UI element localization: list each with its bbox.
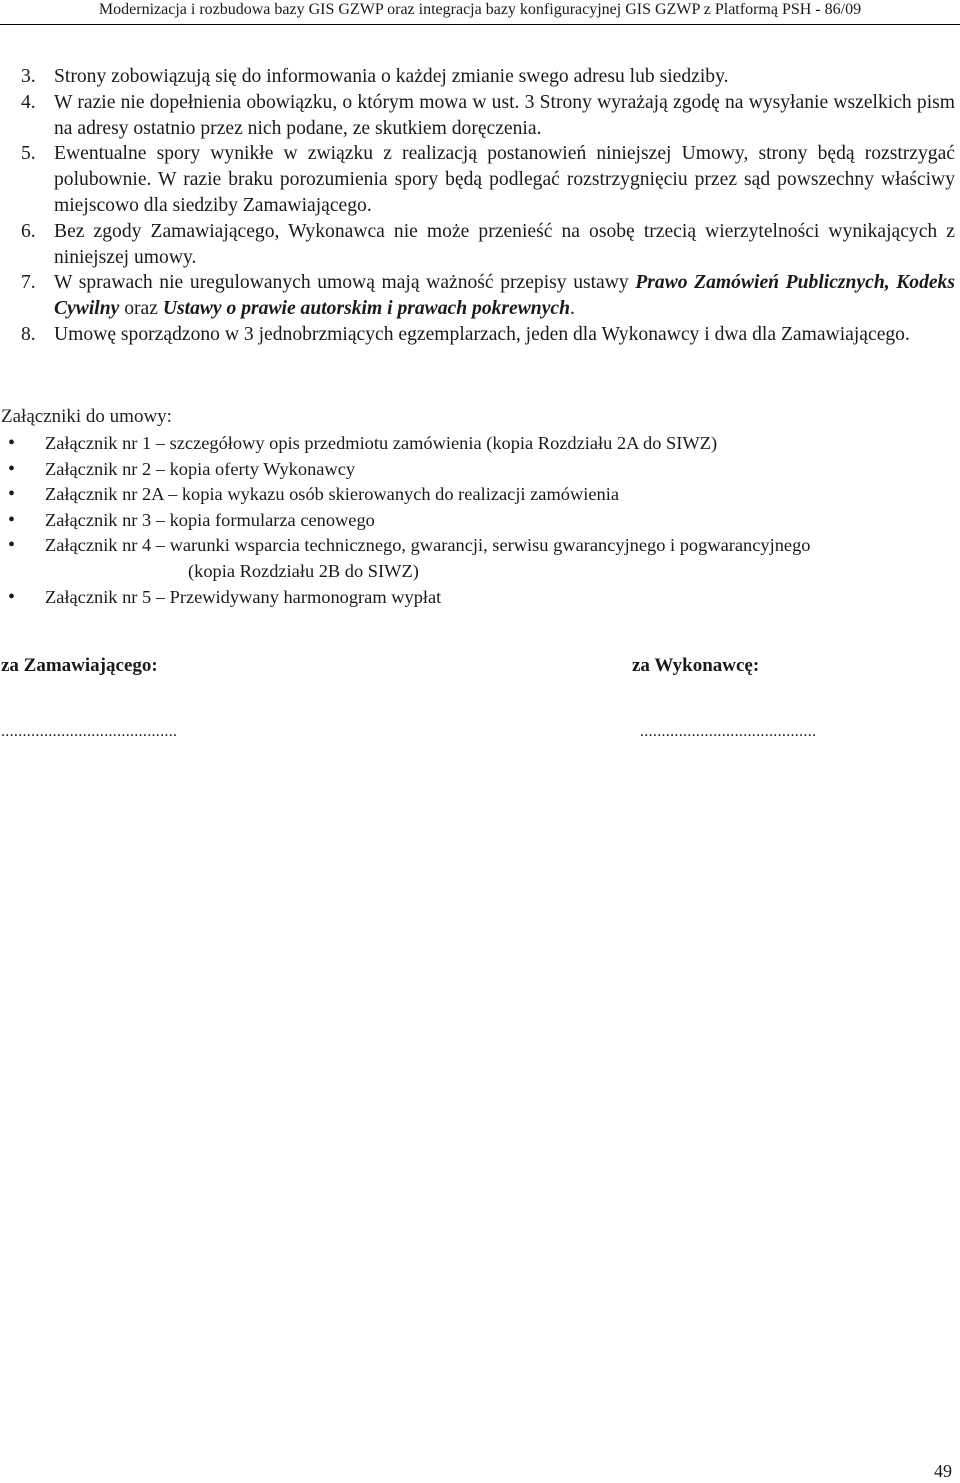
clause-fragment: W sprawach nie uregulowanych umową mają ważność przepisy ustawy xyxy=(54,272,636,294)
signature-line-contractor: ......................................... xyxy=(640,723,817,740)
bullet-icon: • xyxy=(8,508,16,531)
attachment-text: Załącznik nr 1 – szczegółowy opis przedmiotu zamówienia (kopia Rozdziału 2A do SIWZ) xyxy=(45,433,718,453)
clause-number: 4. xyxy=(21,91,36,113)
clause-number: 6. xyxy=(21,220,36,242)
clause-number: 7. xyxy=(21,272,36,294)
clause-item xyxy=(21,64,955,90)
page-header: Modernizacja i rozbudowa bazy GIS GZWP oraz integracja bazy konfiguracyjnej GIS GZWP z Platformą PSH - 86/09 xyxy=(0,0,960,25)
attachment-text: Załącznik nr 2A – kopia wykazu osób skierowanych do realizacji zamówienia xyxy=(45,484,619,505)
bullet-icon: • xyxy=(8,585,16,608)
bullet-icon: • xyxy=(8,483,16,506)
clause-emphasis: Ustawy o prawie autorskim i prawach pokrewnych xyxy=(162,298,570,320)
attachment-text: Załącznik nr 5 – Przewidywany harmonogram wypłat xyxy=(45,586,442,607)
attachment-item xyxy=(0,508,955,534)
signature-line-ordering-party: ......................................... xyxy=(1,723,178,740)
clause-number: 8. xyxy=(21,323,36,345)
clause-item xyxy=(21,90,955,142)
attachment-item xyxy=(0,533,955,584)
clause-text xyxy=(54,141,955,218)
clause-number: 5. xyxy=(21,143,36,165)
clause-fragment: Ewentualne spory wynikłe w związku z realizacją postanowień niniejszej Umowy, strony będą rozstrzygać polubownie. W razie braku porozumienia spory będą podlegać rozstrzygnięciu przez sąd powszechny właściwy miejscowo dla siedziby Zamawiającego. xyxy=(54,143,955,216)
bullet-icon: • xyxy=(8,457,16,480)
attachment-item xyxy=(0,457,955,483)
clause-fragment: W razie nie dopełnienia obowiązku, o którym mowa w ust. 3 Strony wyrażają zgodę na wysyłanie wszelkich pism na adresy ostatnio przez nich podane, ze skutkiem doręczenia. xyxy=(54,91,955,139)
clause-text xyxy=(54,64,955,90)
clause-fragment: . xyxy=(570,298,575,320)
bullet-icon: • xyxy=(8,534,16,557)
clause-number: 3. xyxy=(21,66,36,87)
page-number: 49 xyxy=(934,1461,952,1481)
clause-text xyxy=(54,270,955,322)
attachments-list xyxy=(0,431,955,610)
signature-label-ordering-party: za Zamawiającego: xyxy=(1,655,158,676)
clause-item xyxy=(21,270,955,322)
attachment-item xyxy=(0,585,955,611)
signature-label-contractor: za Wykonawcę: xyxy=(632,655,760,676)
clause-item xyxy=(21,141,955,218)
attachment-text: Załącznik nr 4 – warunki wsparcia technicznego, gwarancji, serwisu gwarancyjnego i pogwarancyjnego xyxy=(45,535,811,556)
attachment-item xyxy=(0,431,955,457)
clause-text xyxy=(54,322,955,348)
attachment-item xyxy=(0,482,955,508)
clause-text xyxy=(54,219,955,271)
numbered-clauses xyxy=(21,64,955,348)
clause-item xyxy=(21,219,955,271)
clause-fragment: Umowę sporządzono w 3 jednobrzmiących egzemplarzach, jeden dla Wykonawcy i dwa dla Zamawiającego. xyxy=(54,323,910,345)
clause-text xyxy=(54,90,955,142)
clause-fragment: oraz xyxy=(119,298,163,320)
clause-emphasis: Prawo Zamówień Publicznych, Kodeks Cywilny xyxy=(54,272,955,320)
attachment-text: Załącznik nr 2 – kopia oferty Wykonawcy xyxy=(45,458,356,479)
clause-fragment: Bez zgody Zamawiającego, Wykonawca nie może przenieść na osobę trzecią wierzytelności wynikających z niniejszej umowy. xyxy=(54,220,955,268)
bullet-icon: • xyxy=(8,432,16,454)
attachment-text: Załącznik nr 3 – kopia formularza cenowego xyxy=(45,509,375,530)
clause-fragment: Strony zobowiązują się do informowania o każdej zmianie swego adresu lub siedziby. xyxy=(54,66,729,87)
attachments-title: Załączniki do umowy: xyxy=(1,406,172,427)
attachment-subtext: (kopia Rozdziału 2B do SIWZ) xyxy=(188,560,419,581)
clause-item xyxy=(21,322,955,348)
